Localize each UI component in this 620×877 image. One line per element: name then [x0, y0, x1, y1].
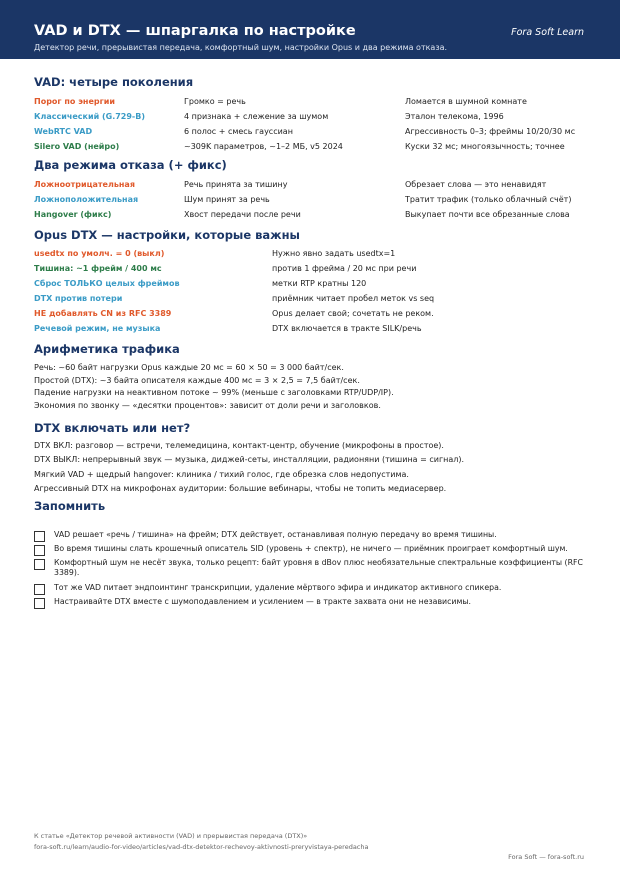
- failure-row-desc: Хвост передачи после речи: [184, 210, 301, 219]
- opus-row: [34, 324, 594, 338]
- opus-row-name: usedtx по умолч. = 0 (выкл): [34, 249, 165, 258]
- checkbox[interactable]: [34, 559, 45, 570]
- vad-row-name: Silero VAD (нейро): [34, 142, 120, 151]
- page-header: [0, 0, 620, 59]
- opus-row: [34, 294, 594, 308]
- failure-row: [34, 210, 594, 224]
- vad-row-desc: 6 полос + смесь гауссиан: [184, 127, 293, 136]
- page-subtitle: Детектор речи, прерывистая передача, комфортный шум, настройки Opus и два режима отказа.: [34, 43, 448, 52]
- vad-row-name: Классический (G.729-B): [34, 112, 146, 121]
- traffic-line: Простой (DTX): ~3 байта описателя каждые 400 мс = 3 × 2,5 = 7,5 байт/сек.: [34, 375, 360, 385]
- dtx-line: DTX ВКЛ: разговор — встречи, телемедицина, контакт-центр, обучение (микрофоны в простое).: [34, 441, 444, 450]
- vad-row-name: WebRTC VAD: [34, 127, 93, 136]
- brand-label: Fora Soft Learn: [511, 27, 584, 38]
- failure-row-name: Ложноположительная: [34, 195, 139, 204]
- traffic-line: Падение нагрузки на неактивном потоке ~ 99% (меньше с заголовками RTP/UDP/IP).: [34, 388, 394, 397]
- checkbox[interactable]: [34, 531, 45, 542]
- checklist-item: VAD решает «речь / тишина» на фрейм; DTX действует, останавливая полную передачу во время тишины.: [54, 530, 497, 539]
- failure-row-note: Тратит трафик (только облачный счёт): [405, 195, 572, 204]
- checkbox[interactable]: [34, 584, 45, 595]
- page-title: VAD и DTX — шпаргалка по настройке: [34, 23, 356, 39]
- section-dtx-title: DTX включать или нет?: [34, 421, 191, 435]
- vad-row: [34, 97, 594, 111]
- failure-row-desc: Речь принята за тишину: [184, 180, 288, 189]
- vad-row-note: Ломается в шумной комнате: [405, 97, 527, 106]
- failure-row: [34, 180, 594, 194]
- opus-row-desc: Opus делает свой; сочетать не реком.: [272, 309, 434, 318]
- section-opus-title: Opus DTX — настройки, которые важны: [34, 228, 300, 242]
- vad-row-desc: ~309K параметров, ~1–2 МБ, v5 2024: [184, 142, 343, 151]
- opus-row-name: DTX против потери: [34, 294, 123, 303]
- footer-article: К статье «Детектор речевой активности (VAD) и прерывистая передача (DTX)»: [34, 832, 308, 840]
- traffic-line: Экономия по звонку — «десятки процентов»: зависит от доли речи и заголовков.: [34, 400, 381, 410]
- footer-url[interactable]: fora-soft.ru/learn/audio-for-video/articles/vad-dtx-detektor-rechevoy-aktivnosti-preryvistaya-peredacha: [34, 843, 369, 851]
- opus-row-desc: Нужно явно задать usedtx=1: [272, 249, 396, 258]
- opus-row-desc: метки RTP кратны 120: [272, 279, 367, 288]
- opus-row-name: Сброс ТОЛЬКО целых фреймов: [34, 279, 180, 288]
- vad-row-note: Агрессивность 0–3; фреймы 10/20/30 мс: [405, 127, 576, 136]
- checkbox[interactable]: [34, 598, 45, 609]
- checklist-item: Настраивайте DTX вместе с шумоподавлением и усилением — в тракте захвата они не независимы.: [54, 597, 471, 606]
- opus-row-desc: против 1 фрейма / 20 мс при речи: [272, 264, 417, 273]
- checklist-item: Во время тишины слать крошечный описатель SID (уровень + спектр), не ничего — приёмник проиграет комфортный шум.: [54, 544, 568, 553]
- opus-row-name: Речевой режим, не музыка: [34, 324, 161, 333]
- opus-row: [34, 309, 594, 323]
- section-failure-title: Два режима отказа (+ фикс): [34, 158, 227, 172]
- vad-row-note: Эталон телекома, 1996: [405, 112, 504, 121]
- dtx-line: Агрессивный DTX на микрофонах аудитории: большие вебинары, чтобы не топить медиасервер.: [34, 483, 447, 493]
- dtx-line: Мягкий VAD + щедрый hangover: клиника / тихий голос, где обрезка слов недопустима.: [34, 469, 409, 479]
- opus-row-desc: DTX включается в тракте SILK/речь: [272, 324, 422, 333]
- footer-brand: Fora Soft — fora-soft.ru: [508, 853, 584, 861]
- checkbox[interactable]: [34, 545, 45, 556]
- vad-row-desc: Громко = речь: [184, 97, 246, 106]
- opus-row-desc: приёмник читает пробел меток vs seq: [272, 294, 435, 303]
- vad-row: [34, 142, 594, 156]
- failure-row-desc: Шум принят за речь: [184, 195, 270, 204]
- failure-row-name: Hangover (фикс): [34, 210, 112, 219]
- vad-row: [34, 127, 594, 141]
- opus-row: [34, 279, 594, 293]
- opus-row: [34, 249, 594, 263]
- vad-row-note: Куски 32 мс; многоязычность; точнее: [405, 142, 565, 151]
- vad-row-desc: 4 признака + слежение за шумом: [184, 112, 329, 121]
- failure-row-note: Обрезает слова — это ненавидят: [405, 180, 547, 189]
- dtx-line: DTX ВЫКЛ: непрерывный звук — музыка, диджей-сеты, инсталляции, радионяни (тишина = сигнал).: [34, 455, 465, 465]
- opus-row-name: НЕ добавлять CN из RFC 3389: [34, 309, 172, 318]
- section-remember-title: Запомнить: [34, 499, 106, 513]
- opus-row: [34, 264, 594, 278]
- section-vad-title: VAD: четыре поколения: [34, 75, 194, 89]
- failure-row-name: Ложноотрицательная: [34, 180, 135, 189]
- vad-row: [34, 112, 594, 126]
- traffic-line: Речь: ~60 байт нагрузки Opus каждые 20 мс = 60 × 50 = 3 000 байт/сек.: [34, 363, 344, 372]
- failure-row-note: Выкупает почти все обрезанные слова: [405, 210, 570, 219]
- vad-row-name: Порог по энергии: [34, 97, 115, 106]
- checklist-item: Тот же VAD питает эндпоинтинг транскрипции, удаление мёртвого эфира и индикатор активного спикера.: [54, 583, 502, 592]
- failure-row: [34, 195, 594, 209]
- section-traffic-title: Арифметика трафика: [34, 342, 180, 356]
- opus-row-name: Тишина: ~1 фрейм / 400 мс: [34, 264, 162, 273]
- checklist-item: Комфортный шум не несёт звука, только рецепт: байт уровня в dBov плюс необязательные спектральные коэффициенты (RFC 3389).: [54, 558, 583, 577]
